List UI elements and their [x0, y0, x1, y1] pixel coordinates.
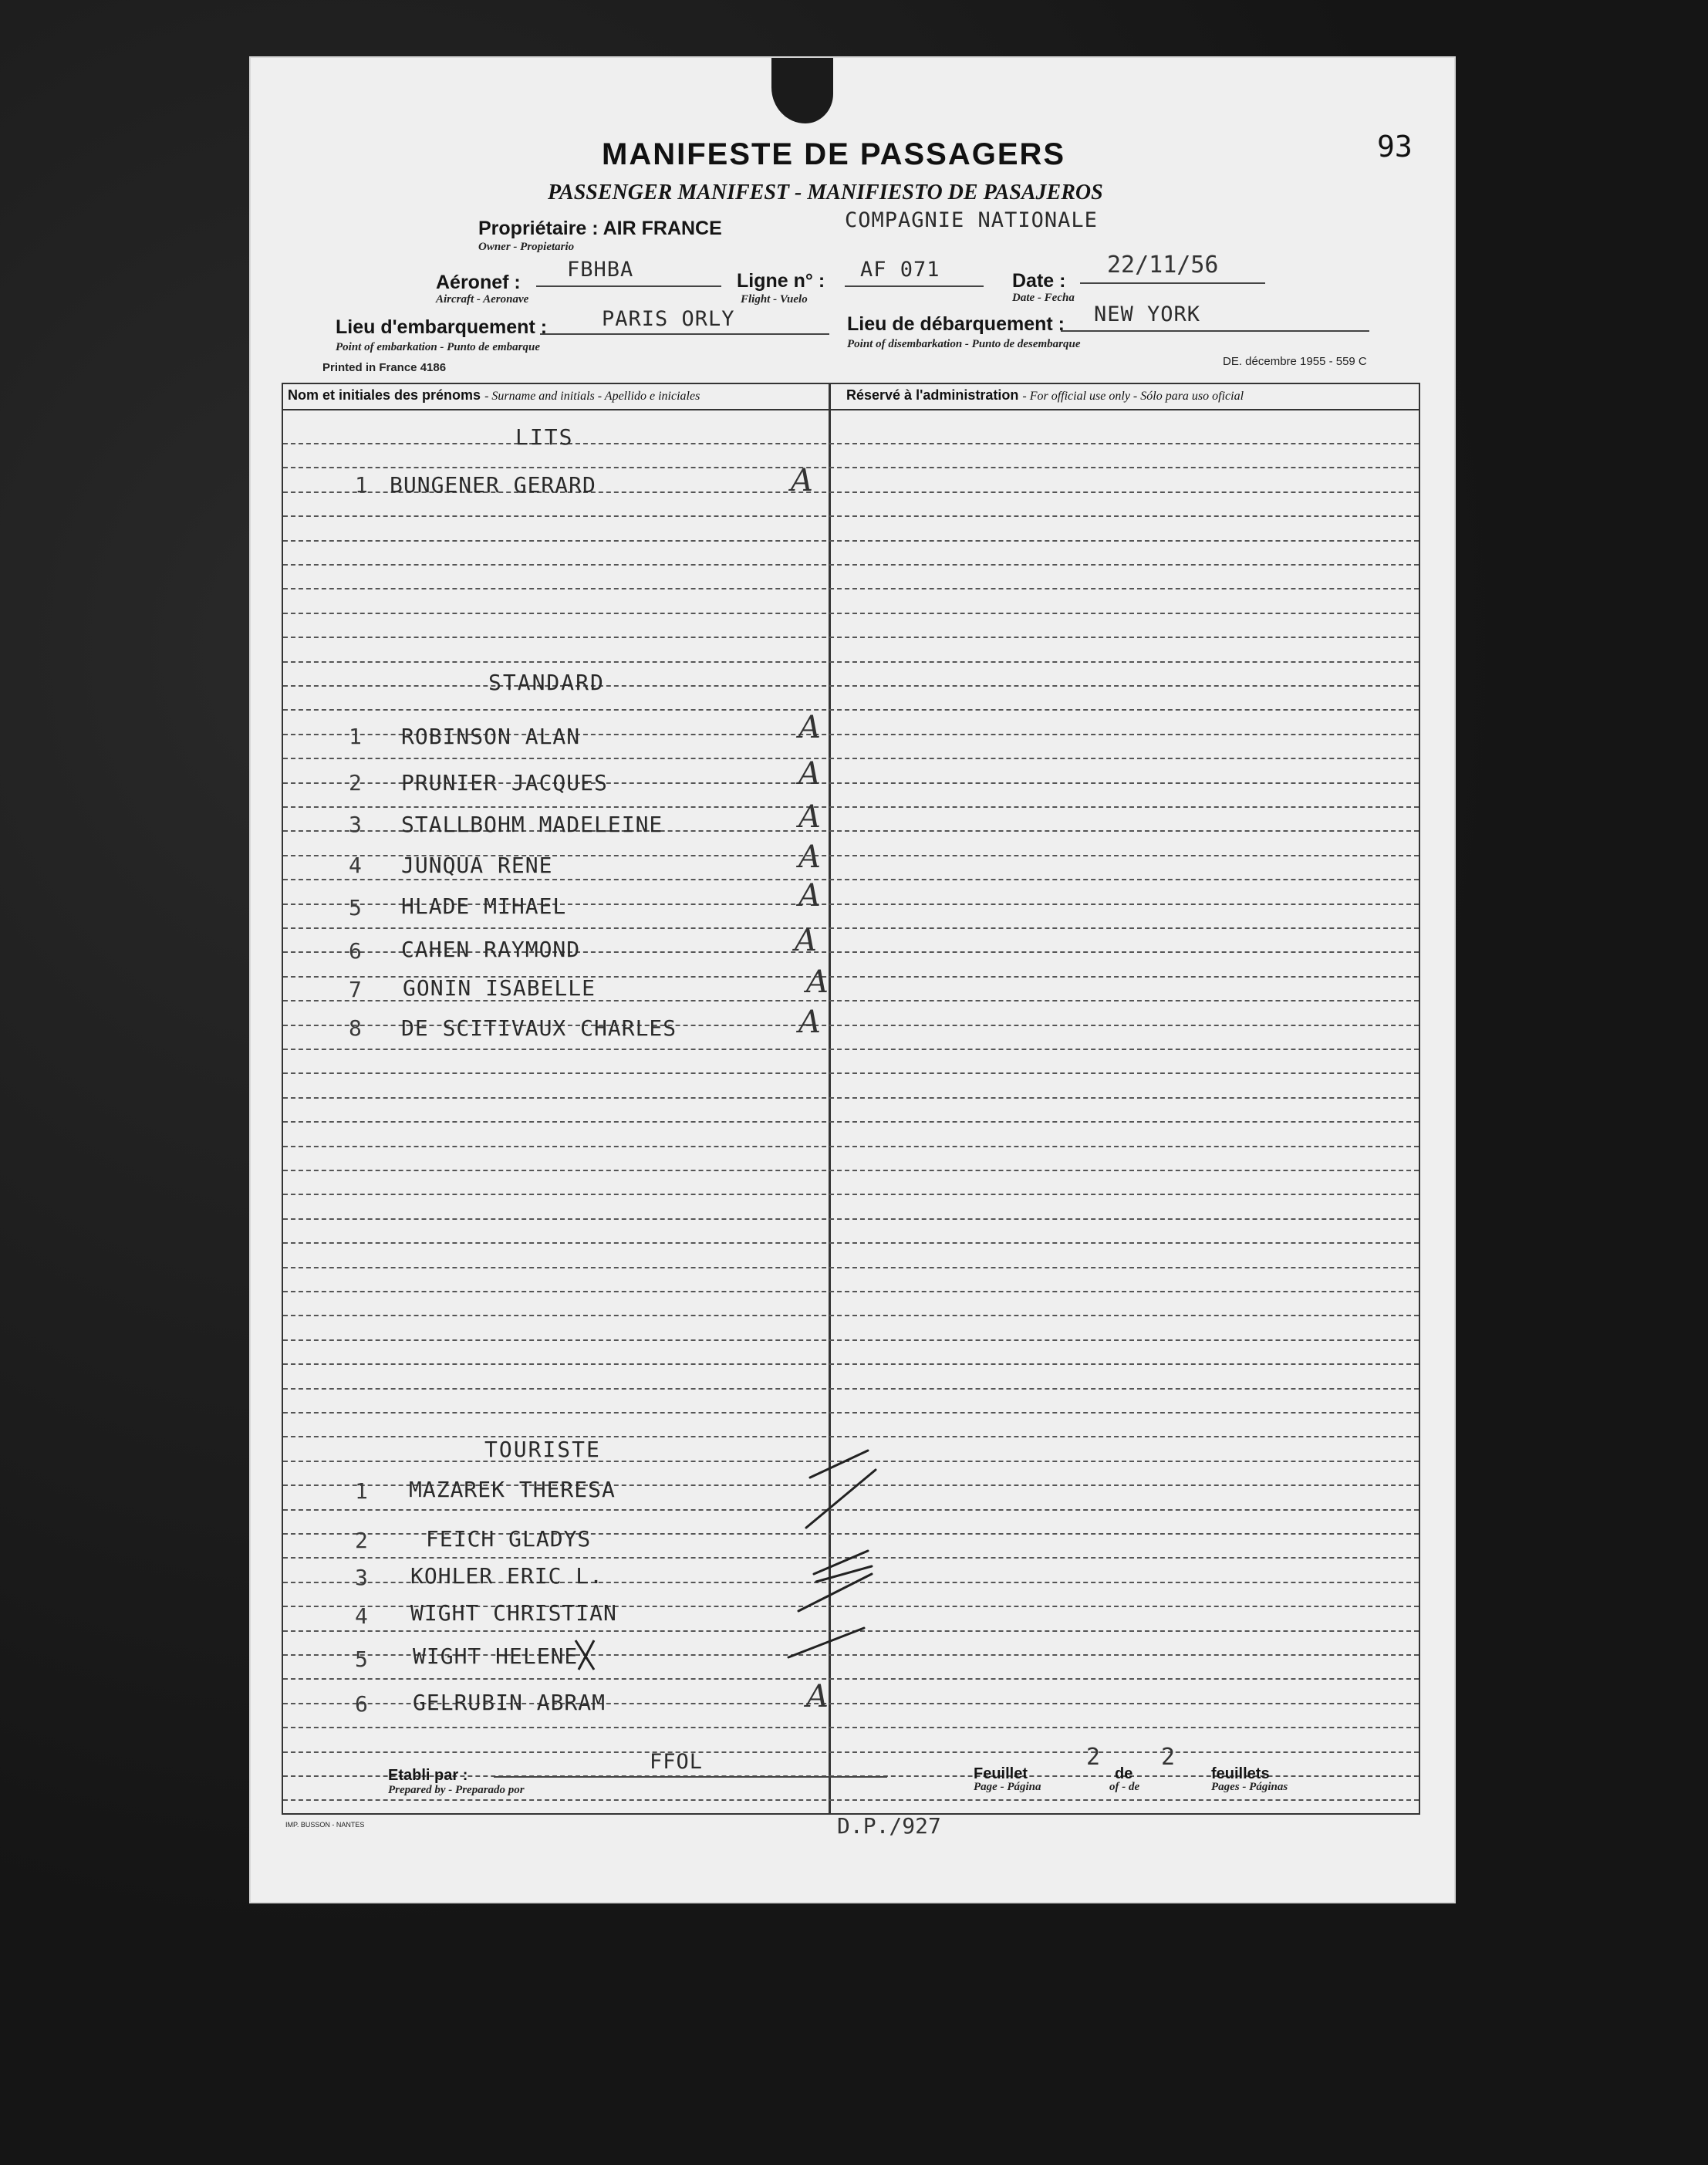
sheet-value: 2 [1086, 1744, 1101, 1771]
passenger-name: WIGHT HELENE [413, 1643, 579, 1669]
annotation-mark: A [798, 710, 821, 745]
passenger-name: BUNGENER GERARD [390, 472, 596, 498]
form-subtitle: PASSENGER MANIFEST - MANIFIESTO DE PASAJEROS [548, 181, 1103, 204]
passenger-name: KOHLER ERIC L. [410, 1563, 604, 1589]
section-title-lits: LITS [515, 424, 574, 450]
row-rule [283, 588, 1419, 589]
of-value: 2 [1161, 1744, 1176, 1771]
annotation-mark: A [798, 1005, 821, 1040]
embark-label: Lieu d'embarquement : [336, 316, 548, 338]
annotation-mark: A [795, 923, 817, 958]
disembark-sublabel: Point of disembarkation - Punto de desembarque [847, 338, 1081, 350]
reference-number: D.P./927 [837, 1813, 941, 1839]
date-sublabel: Date - Fecha [1012, 292, 1075, 304]
embark-value: PARIS ORLY [602, 307, 735, 331]
flight-value: AF 071 [860, 258, 940, 282]
aircraft-value: FBHBA [567, 258, 634, 282]
annotation-mark: A [806, 1679, 829, 1714]
date-label: Date : [1012, 270, 1066, 292]
row-number: 6 [349, 938, 362, 964]
row-number: 5 [349, 895, 362, 920]
passenger-name: FEICH GLADYS [426, 1526, 592, 1552]
section-title-touriste: TOURISTE [484, 1437, 601, 1462]
embark-sublabel: Point of embarkation - Punto de embarque [336, 341, 541, 353]
row-rule [283, 515, 1419, 517]
embark-underline [540, 333, 829, 335]
printer-note: IMP. BUSSON - NANTES [285, 1821, 365, 1829]
x-mark-icon [571, 1636, 602, 1674]
page-number: 93 [1377, 130, 1413, 164]
col1-header-bold: Nom et initiales des prénoms [288, 387, 481, 403]
printed-note: Printed in France 4186 [322, 361, 447, 374]
row-rule [283, 879, 1419, 880]
row-rule [283, 1146, 1419, 1147]
row-rule [283, 613, 1419, 614]
row-rule [283, 709, 1419, 711]
row-rule [283, 1751, 1419, 1753]
date-value: 22/11/56 [1107, 252, 1219, 279]
row-rule [283, 1194, 1419, 1195]
row-number: 1 [355, 1478, 368, 1504]
pages-sublabel: Pages - Páginas [1211, 1781, 1288, 1793]
row-rule [283, 661, 1419, 663]
annotation-mark: A [791, 463, 813, 498]
row-rule [283, 1218, 1419, 1220]
col1-header [288, 387, 700, 404]
annotation-mark: A [798, 839, 821, 875]
row-rule [283, 1097, 1419, 1099]
passenger-name: MAZAREK THERESA [409, 1477, 616, 1502]
header-rule [283, 409, 1419, 410]
passenger-name: PRUNIER JACQUES [401, 770, 608, 795]
row-rule [283, 1072, 1419, 1074]
col1-header-italic: - Surname and initials - Apellido e iniciales [484, 390, 700, 403]
row-rule [283, 806, 1419, 808]
row-rule [283, 1412, 1419, 1413]
flight-label: Ligne n° : [737, 270, 825, 292]
of-sublabel: of - de [1109, 1781, 1140, 1793]
row-rule [283, 637, 1419, 638]
passenger-name: GONIN ISABELLE [403, 975, 596, 1001]
prepared-underline [494, 1776, 887, 1778]
check-stroke-icon [788, 1628, 864, 1657]
disembark-underline [1061, 330, 1369, 332]
aircraft-underline [536, 285, 721, 287]
date-underline [1080, 282, 1265, 284]
check-stroke-icon [798, 1574, 872, 1611]
row-rule [283, 540, 1419, 542]
row-rule [283, 1799, 1419, 1801]
prepared-sublabel: Prepared by - Preparado por [388, 1784, 525, 1796]
row-number: 8 [349, 1015, 362, 1041]
row-number: 3 [349, 812, 362, 837]
col2-header-bold: Réservé à l'administration [846, 387, 1019, 403]
row-number: 3 [355, 1565, 368, 1590]
row-number: 5 [355, 1647, 368, 1672]
row-rule [283, 927, 1419, 929]
of-label: de [1115, 1765, 1133, 1782]
passenger-name: DE SCITIVAUX CHARLES [401, 1015, 677, 1041]
row-number: 1 [355, 472, 368, 498]
prepared-label: Etabli par : [388, 1767, 468, 1784]
flight-underline [845, 285, 984, 287]
owner-value: COMPAGNIE NATIONALE [845, 208, 1098, 232]
sheet-label: Feuillet [974, 1765, 1028, 1782]
row-rule [283, 1339, 1419, 1341]
owner-label: Propriétaire : AIR FRANCE [478, 218, 722, 239]
row-rule [283, 467, 1419, 468]
col2-header [846, 387, 1244, 404]
passenger-name: JUNQUA RENE [401, 853, 553, 878]
passenger-name: ROBINSON ALAN [401, 724, 581, 749]
row-rule [283, 1315, 1419, 1316]
row-number: 6 [355, 1691, 368, 1717]
row-rule [283, 1121, 1419, 1123]
sheets-label: feuillets [1211, 1765, 1270, 1782]
passenger-name: HLADE MIHAEL [401, 893, 567, 919]
passenger-name: STALLBOHM MADELEINE [401, 812, 663, 837]
row-rule [283, 1388, 1419, 1390]
disembark-value: NEW YORK [1094, 302, 1201, 326]
row-rule [283, 564, 1419, 566]
form-reference: DE. décembre 1955 - 559 C [1223, 355, 1367, 368]
aircraft-sublabel: Aircraft - Aeronave [436, 293, 529, 306]
row-number: 4 [349, 853, 362, 878]
check-stroke-icon [806, 1470, 876, 1528]
prepared-value: FFOL [650, 1750, 704, 1774]
row-number: 2 [349, 770, 362, 795]
row-number: 7 [349, 977, 362, 1002]
row-rule [283, 1242, 1419, 1244]
passenger-name: GELRUBIN ABRAM [413, 1690, 606, 1715]
aircraft-label: Aéronef : [436, 272, 521, 293]
disembark-label: Lieu de débarquement : [847, 313, 1065, 335]
row-rule [283, 758, 1419, 759]
row-rule [283, 443, 1419, 444]
annotation-mark: A [798, 878, 821, 914]
checkmark-strokes-icon [779, 1435, 895, 1697]
row-number: 1 [349, 724, 362, 749]
check-stroke-icon [810, 1451, 868, 1478]
owner-sublabel: Owner - Propietario [478, 241, 575, 253]
row-rule [283, 1363, 1419, 1365]
annotation-mark: A [806, 964, 829, 1000]
row-rule [283, 1170, 1419, 1171]
annotation-mark: A [798, 799, 821, 835]
passenger-name: WIGHT CHRISTIAN [410, 1600, 617, 1626]
row-number: 4 [355, 1603, 368, 1629]
flight-sublabel: Flight - Vuelo [741, 293, 808, 306]
row-rule [283, 1267, 1419, 1268]
section-title-standard: STANDARD [488, 670, 605, 695]
col2-header-italic: - For official use only - Sólo para uso oficial [1022, 390, 1244, 403]
form-title: MANIFESTE DE PASSAGERS [602, 137, 1066, 171]
row-rule [283, 1049, 1419, 1050]
row-rule [283, 1727, 1419, 1728]
row-number: 2 [355, 1528, 368, 1553]
row-rule [283, 1291, 1419, 1292]
row-rule [283, 685, 1419, 687]
passenger-name: CAHEN RAYMOND [401, 937, 581, 962]
annotation-mark: A [798, 756, 821, 792]
page-sublabel: Page - Página [974, 1781, 1041, 1793]
